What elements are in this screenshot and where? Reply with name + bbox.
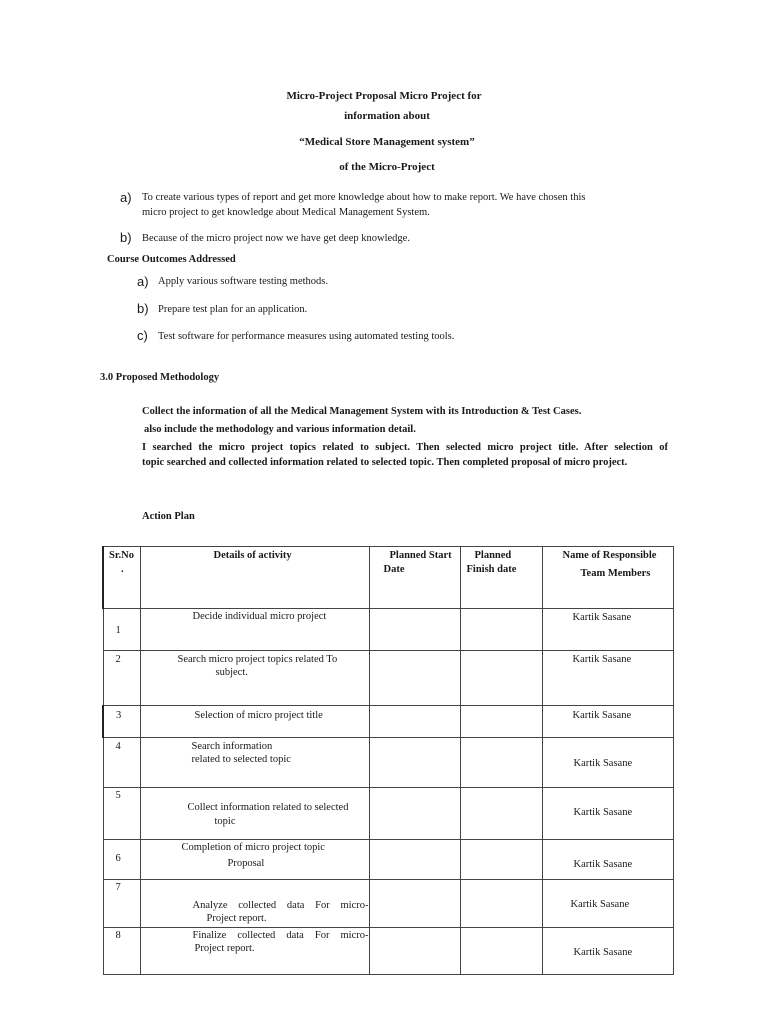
row-start <box>369 609 460 651</box>
row-start <box>369 880 460 928</box>
row-finish <box>460 651 542 706</box>
table-row <box>103 880 673 928</box>
title-line-4: of the Micro-Project <box>339 161 435 173</box>
col-header-srno: Sr.No . <box>103 547 140 609</box>
row-detail: Decide individual micro project <box>140 609 369 651</box>
aim-text: Because of the micro project now we have get deep knowledge. <box>142 233 410 244</box>
row-detail: Search micro project topics related To subject. <box>140 651 369 706</box>
row-finish <box>460 928 542 975</box>
row-finish <box>460 788 542 840</box>
row-number: 2 <box>103 651 140 706</box>
row-detail: Finalize collected data For micro- Project report. <box>140 928 369 975</box>
methodology-text: I searched the micro project topics related to subject. Then selected micro project title. After selection of <box>142 442 668 453</box>
row-finish <box>460 609 542 651</box>
table-row <box>103 609 673 651</box>
title-line-3: “Medical Store Management system” <box>299 136 475 148</box>
outcome-text: Apply various software testing methods. <box>158 276 329 287</box>
table-header-row <box>103 547 673 609</box>
row-member: Kartik Sasane <box>542 880 673 928</box>
col-header-start: Planned Start Date <box>369 547 460 609</box>
aim-text: To create various types of report and get more knowledge about how to make report. We have chosen this <box>142 192 586 203</box>
methodology-text: topic searched and collected information related to selected topic. Then completed proposal of micro project. <box>142 457 628 468</box>
col-header-details: Details of activity <box>140 547 369 609</box>
row-finish <box>460 880 542 928</box>
outcome-marker: a) <box>137 274 149 289</box>
row-member: Kartik Sasane <box>542 928 673 975</box>
row-start <box>369 706 460 738</box>
row-start <box>369 651 460 706</box>
row-finish <box>460 840 542 880</box>
aim-marker: b) <box>120 230 132 245</box>
row-number: 6 <box>103 840 140 880</box>
row-number: 8 <box>103 928 140 975</box>
action-plan-table <box>102 546 674 975</box>
row-finish <box>460 706 542 738</box>
row-detail: Search information related to selected topic <box>140 738 369 788</box>
row-member: Kartik Sasane <box>542 651 673 706</box>
row-number: 5 <box>103 788 140 840</box>
table-row <box>103 788 673 840</box>
row-detail: Selection of micro project title <box>140 706 369 738</box>
title-line-2: information about <box>344 110 430 122</box>
col-header-finish: Planned Finish date <box>460 547 542 609</box>
row-member: Kartik Sasane <box>542 609 673 651</box>
outcome-marker: c) <box>137 328 148 343</box>
outcome-text: Test software for performance measures using automated testing tools. <box>158 331 455 342</box>
outcomes-heading: Course Outcomes Addressed <box>107 254 236 265</box>
outcome-marker: b) <box>137 301 149 316</box>
row-number: 7 <box>103 880 140 928</box>
row-detail: Collect information related to selected topic <box>140 788 369 840</box>
row-number: 4 <box>103 738 140 788</box>
action-plan-heading: Action Plan <box>142 511 195 522</box>
row-finish <box>460 738 542 788</box>
row-start <box>369 788 460 840</box>
row-start <box>369 928 460 975</box>
table-row <box>103 738 673 788</box>
methodology-text: also include the methodology and various information detail. <box>144 424 416 435</box>
table-row <box>103 651 673 706</box>
title-line-1: Micro-Project Proposal Micro Project for <box>286 90 482 102</box>
aim-text: micro project to get knowledge about Medical Management System. <box>142 207 430 218</box>
row-detail: Analyze collected data For micro- Project report. <box>140 880 369 928</box>
row-number: 1 <box>103 609 140 651</box>
table-row <box>103 706 673 738</box>
table-row <box>103 840 673 880</box>
row-member: Kartik Sasane <box>542 738 673 788</box>
row-number: 3 <box>103 706 140 738</box>
methodology-heading: 3.0 Proposed Methodology <box>100 372 220 383</box>
row-start <box>369 738 460 788</box>
col-header-members: Name of Responsible Team Members <box>542 547 673 609</box>
row-member: Kartik Sasane <box>542 840 673 880</box>
row-detail: Completion of micro project topic Proposal <box>140 840 369 880</box>
outcome-text: Prepare test plan for an application. <box>158 304 308 315</box>
table-row <box>103 928 673 975</box>
row-member: Kartik Sasane <box>542 788 673 840</box>
row-start <box>369 840 460 880</box>
row-member: Kartik Sasane <box>542 706 673 738</box>
aim-marker: a) <box>120 190 132 205</box>
methodology-text: Collect the information of all the Medical Management System with its Introduction & Test Cases. <box>142 406 582 417</box>
